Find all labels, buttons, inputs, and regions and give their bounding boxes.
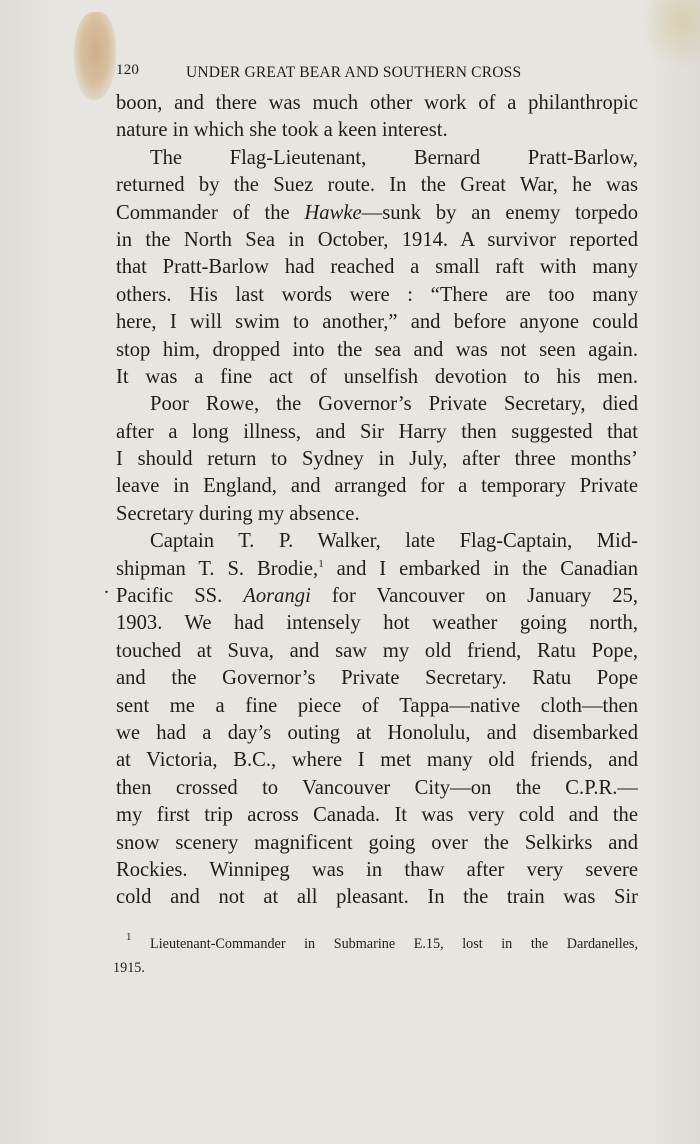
footnote [113, 932, 638, 980]
text-line: returned by the Suez route. In the Great War, he was [116, 174, 638, 197]
footnote-line: 1915. [113, 960, 145, 976]
text-line: sent me a fine piece of Tappa—native cloth—then [116, 694, 638, 717]
footnote-ref: 1 [318, 557, 324, 570]
text-line: Secretary during my absence. [116, 502, 360, 525]
text-line: stop him, dropped into the sea and was not seen again. [116, 338, 638, 361]
running-title: UNDER GREAT BEAR AND SOUTHERN CROSS [186, 64, 522, 81]
text-line: Captain T. P. Walker, late Flag-Captain, Mid- [150, 530, 638, 553]
text-line: boon, and there was much other work of a philanthropic [116, 92, 638, 114]
paper-stain [74, 12, 116, 100]
text-line: after a long illness, and Sir Harry then suggested that [116, 420, 638, 443]
text-line: that Pratt-Barlow had reached a small raft with many [116, 256, 638, 279]
text-line: touched at Suva, and saw my old friend, Ratu Pope, [116, 639, 638, 662]
body-text [116, 90, 638, 912]
text-line: The Flag-Lieutenant, Bernard Pratt-Barlow, [150, 146, 638, 169]
margin-mark: . [104, 576, 109, 598]
text-line: and the Governor’s Private Secretary. Ratu Pope [116, 667, 638, 690]
text-line: here, I will swim to another,” and before anyone could [116, 311, 638, 334]
text-line: leave in England, and arranged for a temporary Private [116, 475, 638, 498]
text-line: 1903. We had intensely hot weather going north, [116, 612, 638, 635]
text-line: my first trip across Canada. It was very cold and the [116, 804, 638, 827]
text-line: at Victoria, B.C., where I met many old friends, and [116, 749, 638, 772]
text-line: others. His last words were : “There are too many [116, 283, 638, 306]
text-line: nature in which she took a keen interest. [116, 119, 448, 142]
paper-stain-corner [640, 0, 700, 70]
page-number: 120 [116, 62, 140, 78]
text-line: I should return to Sydney in July, after three months’ [116, 448, 638, 471]
text-line: It was a fine act of unselfish devotion to his men. [116, 365, 638, 388]
text-line: cold and not at all pleasant. In the train was Sir [116, 886, 638, 909]
text-line: Poor Rowe, the Governor’s Private Secretary, died [150, 393, 638, 416]
text-line: Commander of the Hawke—sunk by an enemy torpedo [116, 201, 638, 224]
page-header [116, 62, 574, 88]
text-line: then crossed to Vancouver City—on the C.P.R.— [116, 776, 638, 799]
text-line: Rockies. Winnipeg was in thaw after very severe [116, 858, 638, 881]
ship-name: Hawke [304, 201, 362, 224]
text-line: Pacific SS. Aorangi for Vancouver on January 25, [116, 585, 638, 608]
footnote-line: $^1$ Lieutenant-Commander in Submarine E.15, lost in the Dardanelles, [126, 932, 638, 952]
ship-name: Aorangi [243, 585, 311, 608]
text-line: snow scenery magnificent going over the Selkirks and [116, 831, 638, 854]
text-line: shipman T. S. Brodie,$^1$ and I embarked in the Canadian [116, 557, 638, 580]
text-line: in the North Sea in October, 1914. A survivor reported [116, 228, 638, 251]
footnote-marker: 1 [126, 932, 132, 943]
text-line: we had a day’s outing at Honolulu, and disembarked [116, 721, 638, 744]
